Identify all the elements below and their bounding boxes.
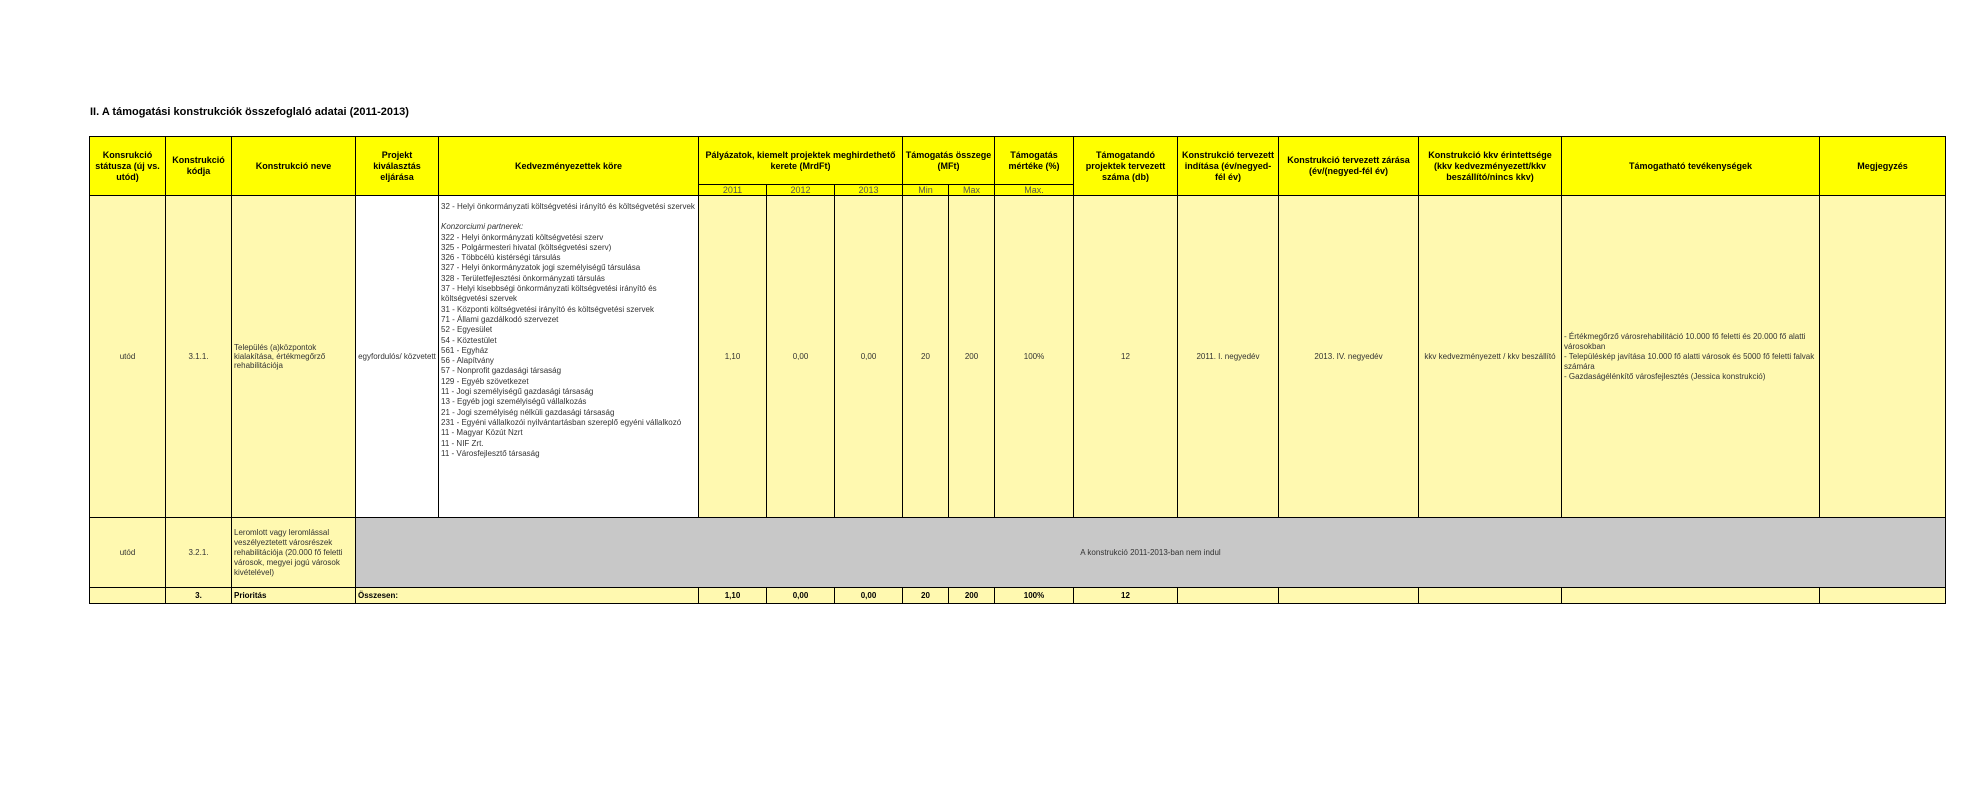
cell-beneficiaries (439, 196, 699, 518)
cell-total-launch (1178, 588, 1279, 604)
header-code: Konstrukció kódja (166, 137, 232, 196)
cell-min: 20 (903, 196, 949, 518)
list-item: 326 - Többcélú kistérségi társulás (441, 253, 561, 263)
cell-total-2013: 0,00 (835, 588, 903, 604)
header-status: Konsrukció státusza (új vs. utód) (90, 137, 166, 196)
subheader-min: Min (903, 185, 949, 196)
cell-total-name: Prioritás (232, 588, 356, 604)
header-row (90, 137, 1946, 185)
cell-status: utód (90, 196, 166, 518)
header-activities: Támogatható tevékenységek (1562, 137, 1820, 196)
list-item: 11 - Magyar Közút Nzrt (441, 428, 523, 438)
list-item: 56 - Alapítvány (441, 356, 494, 366)
list-item: 31 - Központi költségvetési irányító és költségvetési szervek (441, 304, 654, 314)
list-item: - Településkép javítása 10.000 fő alatti városok és 5000 fő feletti falvak számára (1564, 351, 1815, 371)
list-item: 54 - Köztestület (441, 335, 497, 345)
total-row (90, 588, 1946, 604)
list-item: 21 - Jogi személyiség nélküli gazdasági társaság (441, 407, 615, 417)
cell-projects: 12 (1074, 196, 1178, 518)
cell-selection: egyfordulós/ közvetett (356, 196, 439, 518)
header-name: Konstrukció neve (232, 137, 356, 196)
list-item: 37 - Helyi kisebbségi önkormányzati költségvetési irányító és költségvetési szervek (441, 284, 657, 304)
cell-total-max: 200 (949, 588, 995, 604)
cell-total-max-pct: 100% (995, 588, 1074, 604)
beneficiary-main: 32 - Helyi önkormányzati költségvetési irányító és költségvetési szervek (441, 202, 695, 211)
subheader-max-pct: Max. (995, 185, 1074, 196)
consortium-label: Konzorciumi partnerek: (441, 222, 524, 232)
header-launch: Konstrukció tervezett indítása (év/negyed-fél év) (1178, 137, 1279, 196)
cell-total-min: 20 (903, 588, 949, 604)
activity-list (1564, 332, 1817, 382)
header-sme: Konstrukció kkv érintettsége (kkv kedvezményezett/kkv beszállító/nincs kkv) (1419, 137, 1562, 196)
cell-total-notes (1820, 588, 1946, 604)
cell-total-2011: 1,10 (699, 588, 767, 604)
cell-total-close (1279, 588, 1419, 604)
page-title: II. A támogatási konstrukciók összefoglaló adatai (2011-2013) (90, 106, 409, 118)
list-item: 129 - Egyéb szövetkezet (441, 376, 529, 386)
list-item: 71 - Állami gazdálkodó szervezet (441, 314, 559, 324)
cell-total-2012: 0,00 (767, 588, 835, 604)
beneficiary-list (441, 202, 696, 459)
header-support-amount: Támogatás összege (MFt) (903, 137, 995, 185)
subheader-2011: 2011 (699, 185, 767, 196)
list-item: 11 - Jogi személyiségű gazdasági társaság (441, 387, 594, 397)
list-item: 322 - Helyi önkormányzati költségvetési szerv (441, 232, 604, 242)
header-projects: Támogatandó projektek tervezett száma (db) (1074, 137, 1178, 196)
table-row (90, 196, 1946, 518)
header-notes: Megjegyzés (1820, 137, 1946, 196)
cell-total-sme (1419, 588, 1562, 604)
list-item: 52 - Egyesület (441, 325, 493, 335)
cell-2013: 0,00 (835, 196, 903, 518)
cell-total-status (90, 588, 166, 604)
cell-name: Település (a)központok kialakítása, értékmegőrző rehabilitációja (232, 196, 356, 518)
construction-table (89, 136, 1946, 604)
subheader-2013: 2013 (835, 185, 903, 196)
cell-max: 200 (949, 196, 995, 518)
list-item: - Gazdaságélénkítő városfejlesztés (Jessica konstrukció) (1564, 371, 1766, 381)
list-item: 13 - Egyéb jogi személyiségű vállalkozás (441, 397, 587, 407)
cell-status: utód (90, 518, 166, 588)
list-item: 328 - Területfejlesztési önkormányzati társulás (441, 273, 605, 283)
cell-launch: 2011. I. negyedév (1178, 196, 1279, 518)
cell-total-code: 3. (166, 588, 232, 604)
cell-sme: kkv kedvezményezett / kkv beszállító (1419, 196, 1562, 518)
cell-total-activities (1562, 588, 1820, 604)
header-close: Konstrukció tervezett zárása (év/(negyed-fél év) (1279, 137, 1419, 196)
list-item: 11 - Városfejlesztő társaság (441, 448, 540, 458)
cell-code: 3.1.1. (166, 196, 232, 518)
list-item: 327 - Helyi önkormányzatok jogi személyiségű társulása (441, 263, 641, 273)
cell-total-projects: 12 (1074, 588, 1178, 604)
cell-code: 3.2.1. (166, 518, 232, 588)
cell-2012: 0,00 (767, 196, 835, 518)
subheader-2012: 2012 (767, 185, 835, 196)
header-calls: Pályázatok, kiemelt projektek meghirdethető kerete (MrdFt) (699, 137, 903, 185)
list-item: - Értékmegőrző városrehabilitáció 10.000 fő feletti és 20.000 fő alatti városokban (1564, 331, 1806, 351)
cell-total-label: Összesen: (356, 588, 699, 604)
header-beneficiaries: Kedvezményezettek köre (439, 137, 699, 196)
table-row (90, 518, 1946, 588)
header-support-rate: Támogatás mértéke (%) (995, 137, 1074, 185)
cell-name: Leromlott vagy leromlással veszélyeztetett városrészek rehabilitációja (20.000 fő feletti városok, megyei jogú városok kivételével) (232, 518, 356, 588)
list-item: 561 - Egyház (441, 345, 489, 355)
cell-2011: 1,10 (699, 196, 767, 518)
subheader-max: Max (949, 185, 995, 196)
cell-not-launched-note: A konstrukció 2011-2013-ban nem indul (356, 518, 1946, 588)
list-item: 11 - NIF Zrt. (441, 438, 484, 448)
list-item: 57 - Nonprofit gazdasági társaság (441, 366, 562, 376)
list-item: 231 - Egyéni vállalkozói nyilvántartásban szereplő egyéni vállalkozó (441, 417, 682, 427)
cell-notes (1820, 196, 1946, 518)
cell-close: 2013. IV. negyedév (1279, 196, 1419, 518)
header-selection: Projekt kiválasztás eljárása (356, 137, 439, 196)
cell-activities (1562, 196, 1820, 518)
list-item: 325 - Polgármesteri hivatal (költségvetési szerv) (441, 242, 612, 252)
cell-max-pct: 100% (995, 196, 1074, 518)
